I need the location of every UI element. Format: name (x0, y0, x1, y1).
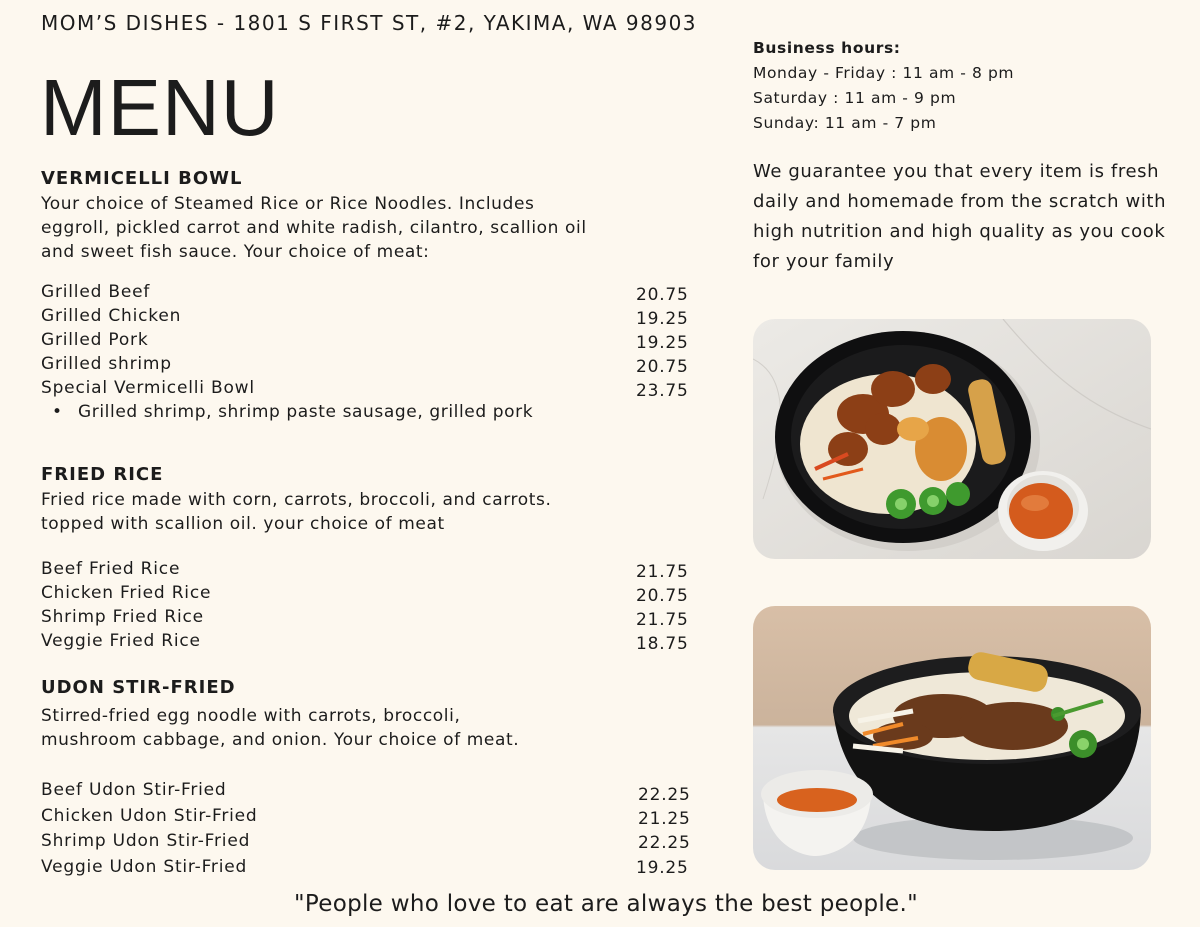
vermicelli-bowl-photo (753, 319, 1151, 559)
item-price: 20.75 (636, 285, 689, 305)
item-name: Grilled Chicken (41, 306, 182, 326)
item-name: Shrimp Fried Rice (41, 607, 204, 627)
item-price: 19.25 (636, 309, 689, 329)
section-title-fried-rice: FRIED RICE (41, 464, 164, 485)
business-hours-title: Business hours: (753, 39, 901, 57)
business-hours (753, 36, 1014, 136)
item-list-udon (41, 780, 691, 882)
section-description-fried-rice: Fried rice made with corn, carrots, broccoli, and carrots. topped with scallion oil. your choice of meat (41, 490, 552, 534)
hours-line: Monday - Friday : 11 am - 8 pm (753, 64, 1015, 82)
item-price: 21.75 (636, 562, 689, 582)
item-name: Chicken Fried Rice (41, 583, 212, 603)
menu-item (41, 559, 691, 583)
menu-item (41, 631, 691, 655)
item-price: 18.75 (636, 634, 689, 654)
item-detail-bullet (41, 402, 691, 422)
menu-item (41, 306, 691, 330)
item-name: Veggie Fried Rice (41, 631, 201, 651)
menu-item (41, 831, 691, 857)
menu-item (41, 607, 691, 631)
hours-line: Sunday: 11 am - 7 pm (753, 114, 937, 132)
section-title-udon: UDON STIR-FRIED (41, 677, 236, 698)
section-title-vermicelli: VERMICELLI BOWL (41, 168, 243, 189)
item-price: 20.75 (636, 357, 689, 377)
item-price: 21.25 (638, 808, 691, 829)
item-price: 22.25 (638, 833, 691, 853)
menu-item (41, 857, 691, 883)
item-name: Veggie Udon Stir-Fried (41, 856, 248, 877)
item-name: Beef Fried Rice (41, 559, 181, 579)
item-price: 23.75 (636, 381, 689, 401)
bullet-text: Grilled shrimp, shrimp paste sausage, grilled pork (78, 402, 534, 422)
item-price: 21.75 (636, 610, 689, 630)
item-name: Shrimp Udon Stir-Fried (41, 831, 251, 851)
vermicelli-bowl-side-photo (753, 606, 1151, 870)
bullet-icon: • (52, 402, 63, 422)
menu-item (41, 806, 691, 832)
menu-item (41, 282, 691, 306)
menu-title: MENU (40, 63, 280, 152)
item-name: Beef Udon Stir-Fried (41, 780, 227, 800)
restaurant-address: MOM’S DISHES - 1801 S FIRST ST, #2, YAKIMA, WA 98903 (41, 11, 698, 35)
section-description-vermicelli: Your choice of Steamed Rice or Rice Noodles. Includes eggroll, pickled carrot and white radish, cilantro, scallion oil and sweet fish sauce. Your choice of meat: (41, 194, 587, 262)
item-name: Grilled Pork (41, 330, 149, 350)
item-price: 19.25 (636, 857, 689, 878)
section-description-udon: Stirred-fried egg noodle with carrots, broccoli, mushroom cabbage, and onion. Your choice of meat. (41, 706, 520, 750)
item-name: Special Vermicelli Bowl (41, 378, 255, 398)
menu-item (41, 378, 691, 402)
item-name: Chicken Udon Stir-Fried (41, 805, 258, 826)
hours-line: Saturday : 11 am - 9 pm (753, 89, 957, 107)
item-price: 19.25 (636, 333, 689, 353)
item-price: 22.25 (638, 785, 691, 805)
item-price: 20.75 (636, 586, 689, 606)
closing-quote: "People who love to eat are always the best people." (294, 891, 918, 917)
guarantee-text: We guarantee you that every item is fresh daily and homemade from the scratch with high nutrition and high quality as you cook for your family (753, 161, 1167, 272)
item-list-fried-rice (41, 559, 691, 655)
menu-item (41, 780, 691, 806)
menu-item (41, 354, 691, 378)
menu-item (41, 330, 691, 354)
item-name: Grilled Beef (41, 282, 151, 302)
menu-item (41, 583, 691, 607)
item-list-vermicelli (41, 282, 691, 422)
item-name: Grilled shrimp (41, 354, 172, 374)
